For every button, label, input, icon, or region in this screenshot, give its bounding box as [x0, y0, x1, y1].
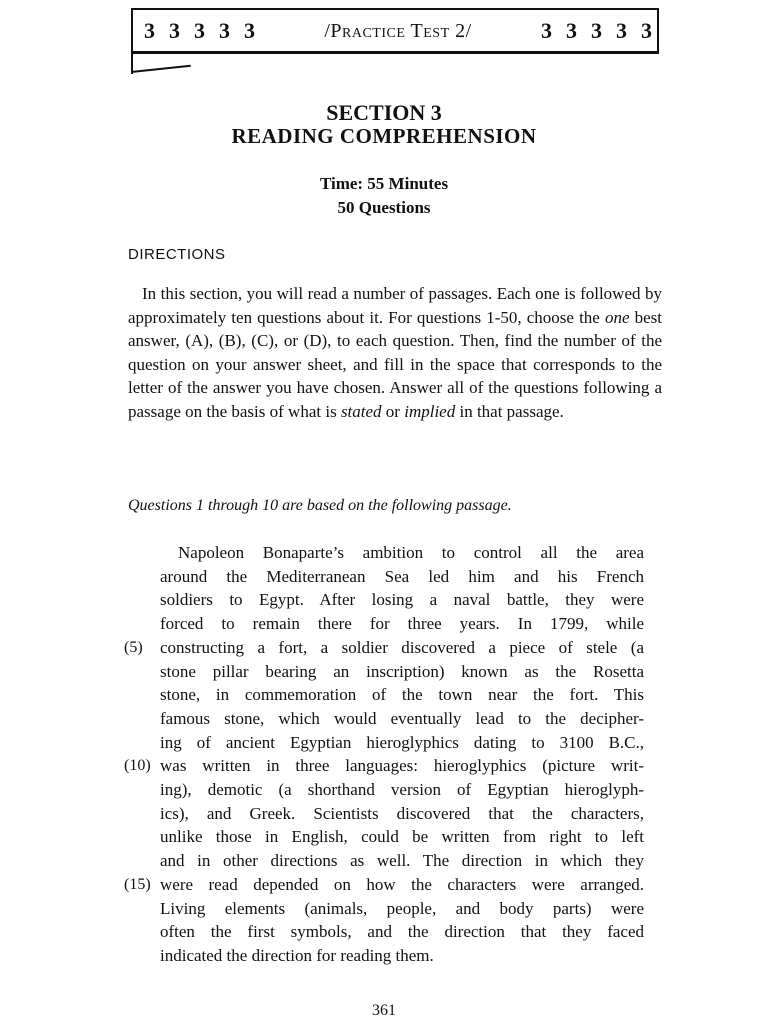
- passage-line: soldiers to Egypt. After losing a naval battle, they were: [160, 590, 644, 610]
- passage-line: Napoleon Bonaparte’s ambition to control all the area: [178, 543, 644, 562]
- passage-line: around the Mediterranean Sea led him and his French: [160, 566, 644, 586]
- header-left-numbers: [144, 18, 255, 44]
- header-number: 3: [144, 18, 155, 43]
- header-number: 3: [219, 18, 230, 43]
- passage-line: and in other directions as well. The direction in which they: [160, 851, 644, 871]
- directions-body: [128, 282, 662, 423]
- passage-line: Living elements (animals, people, and body parts) were: [160, 898, 644, 918]
- header-right-numbers: [541, 18, 652, 44]
- section-question-count: 50 Questions: [337, 198, 431, 217]
- section-time: Time: 55 Minutes: [319, 174, 449, 193]
- passage-line: (15) were read depended on how the characters were arranged.: [160, 873, 644, 897]
- header-number: 3: [616, 18, 627, 43]
- passage-line: ing), demotic (a shorthand version of Egyptian hieroglyph-: [160, 780, 644, 800]
- passage-line: ing of ancient Egyptian hieroglyphics dating to 3100 B.C.,: [160, 732, 644, 752]
- header-number: 3: [541, 18, 552, 43]
- passage-line: (5) constructing a fort, a soldier discovered a piece of stele (a: [160, 636, 644, 660]
- header-number: 3: [591, 18, 602, 43]
- passage-line: indicated the direction for reading them.: [160, 945, 434, 965]
- directions-text: In this section, you will read a number of passages. Each one is followed by approximately ten questions about it. For questions 1-50, choose the one best answer, (A), (B), (C), or (D), to each question. Then, find the number of the question on your answer sheet, and fill in the space that corresponds to the letter of the answer you have chosen. Answer all of the questions following a passage on the basis of what is stated or implied in that passage.: [128, 284, 662, 421]
- header-number: 3: [566, 18, 577, 43]
- section-number: SECTION 3: [326, 100, 442, 125]
- header-number: 3: [194, 18, 205, 43]
- line-number: (15): [124, 875, 151, 893]
- header-number: 3: [169, 18, 180, 43]
- passage-line: forced to remain there for three years. In 1799, while: [160, 614, 644, 634]
- page-number: 361: [372, 1002, 396, 1019]
- header-number: 3: [244, 18, 255, 43]
- passage-line: (10) was written in three languages: hieroglyphics (picture writ-: [160, 754, 644, 778]
- section-header: [144, 16, 652, 46]
- header-number: 3: [641, 18, 652, 43]
- reading-passage: [124, 541, 644, 968]
- passage-line: stone, in commemoration of the town near the fort. This: [160, 685, 644, 705]
- passage-line: ics), and Greek. Scientists discovered that the characters,: [160, 803, 644, 823]
- passage-line: famous stone, which would eventually lead to the decipher-: [160, 708, 644, 728]
- header-border-tail-curve: [131, 65, 191, 73]
- passage-line: often the first symbols, and the direction that they faced: [160, 922, 644, 942]
- line-number: (10): [124, 757, 151, 775]
- header-title: /Practice Test 2/: [324, 19, 472, 42]
- line-number: (5): [124, 638, 143, 656]
- directions-heading: DIRECTIONS: [128, 246, 226, 263]
- section-name: READING COMPREHENSION: [231, 124, 537, 148]
- question-intro: Questions 1 through 10 are based on the following passage.: [128, 497, 512, 514]
- passage-line: stone pillar bearing an inscription) known as the Rosetta: [160, 661, 644, 681]
- passage-line: unlike those in English, could be written from right to left: [160, 827, 644, 847]
